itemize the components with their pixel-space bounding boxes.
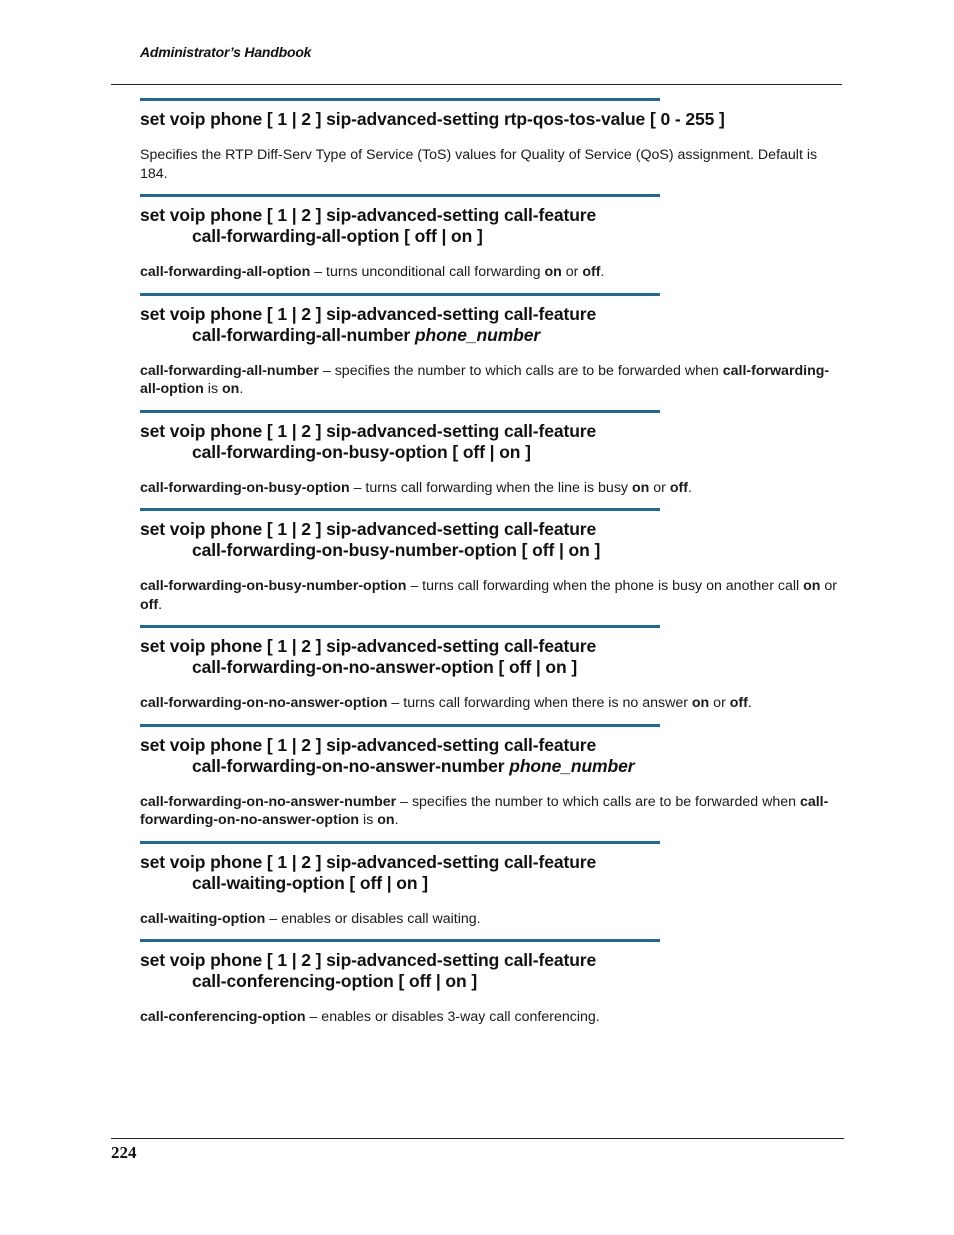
section-rule [140,410,660,413]
command-line: set voip phone [ 1 | 2 ] sip-advanced-setting rtp-qos-tos-value [ 0 - 255 ] [140,109,725,129]
command-section-call-forwarding-on-busy-number-option [140,508,840,614]
command-section-call-waiting-option [140,841,840,929]
value-off: off [582,264,601,280]
value-off: off [140,596,159,613]
footer-rule [111,1138,844,1139]
command-description [140,146,840,183]
page-content [140,98,840,1027]
term: call-forwarding-all-number [140,362,319,379]
command-description [140,577,840,614]
command-heading [140,304,840,346]
command-line: set voip phone [ 1 | 2 ] sip-advanced-setting call-feature [140,950,597,970]
description-end: . [687,479,692,496]
command-continuation: call-waiting-option [ off | on ] [192,872,428,893]
term: call-waiting-option [140,910,266,927]
term: call-forwarding-on-no-answer-option [140,695,388,711]
description-end: . [747,695,752,711]
command-continuation: call-forwarding-on-busy-option [ off | on ] [192,441,531,462]
description-text: – enables or disables call waiting. [265,910,481,927]
command-description [140,362,840,399]
description-text: – specifies the number to which calls are to be forwarded when [396,793,800,810]
command-heading [140,205,840,247]
command-section-call-conferencing-option [140,939,840,1027]
description-end: . [600,264,605,280]
value-on: on [544,264,562,280]
value-off: off [669,479,688,496]
command-heading [140,636,840,678]
command-line: set voip phone [ 1 | 2 ] sip-advanced-setting call-feature [140,636,597,656]
description-or: or [820,578,837,594]
running-header: Administrator’s Handbook [140,44,312,60]
value-off: off [729,695,748,711]
value-on: on [691,695,710,711]
description-is: is [203,381,222,397]
command-description [140,694,840,713]
section-rule [140,98,660,101]
command-section-call-forwarding-on-no-answer-option [140,625,840,713]
command-section-call-forwarding-all-option [140,194,840,282]
value-on: on [803,578,821,594]
command-heading [140,735,840,777]
description-text: – turns call forwarding when the phone is busy on another call [406,578,804,594]
command-argument: phone_number [509,755,635,776]
term: call-forwarding-on-busy-option [140,479,350,496]
section-rule [140,724,660,727]
value-on: on [377,812,395,828]
command-description [140,263,840,282]
command-section-call-forwarding-on-no-answer-number [140,724,840,830]
command-description [140,1008,840,1027]
description-or: or [561,264,583,280]
command-continuation: call-forwarding-on-busy-number-option [ off | on ] [192,540,601,560]
command-description [140,910,840,929]
command-continuation: call-forwarding-on-no-answer-option [ off | on ] [192,657,578,677]
command-line: set voip phone [ 1 | 2 ] sip-advanced-setting call-feature [140,303,597,324]
section-rule [140,625,660,628]
description-text: – turns call forwarding when there is no answer [387,695,692,711]
description-text: – turns call forwarding when the line is busy [349,479,632,496]
term-reference: call-forwarding-all-option [140,362,830,397]
command-description [140,479,840,498]
command-keyword: call-forwarding-on-no-answer-number [192,755,510,776]
description-text: Specifies the RTP Diff-Serv Type of Service (ToS) values for Quality of Service (QoS) assignment. Default is 184. [140,147,818,182]
command-keyword: call-forwarding-all-number [192,324,415,345]
command-heading [140,519,840,561]
section-rule [140,841,660,844]
description-text: – turns unconditional call forwarding [310,264,545,280]
command-description [140,793,840,830]
header-rule [111,84,842,85]
command-section-rtp-qos-tos-value [140,98,840,183]
command-heading [140,950,840,992]
section-rule [140,194,660,197]
term: call-forwarding-all-option [140,264,311,280]
section-rule [140,508,660,511]
section-rule [140,939,660,942]
command-continuation: call-conferencing-option [ off | on ] [192,971,478,991]
description-end: . [394,812,399,828]
command-heading [140,421,840,463]
value-on: on [221,381,240,397]
command-line: set voip phone [ 1 | 2 ] sip-advanced-setting call-feature [140,734,597,755]
term: call-conferencing-option [140,1009,306,1025]
description-text: – specifies the number to which calls are to be forwarded when [318,362,723,379]
term: call-forwarding-on-no-answer-number [140,793,397,810]
description-end: . [239,381,244,397]
command-continuation [140,325,840,346]
page-number: 224 [111,1143,137,1162]
command-heading [140,109,840,130]
command-argument: phone_number [414,324,541,345]
command-line: set voip phone [ 1 | 2 ] sip-advanced-setting call-feature [140,519,597,539]
command-line: set voip phone [ 1 | 2 ] sip-advanced-setting call-feature [140,420,597,441]
command-heading [140,852,840,894]
command-line: set voip phone [ 1 | 2 ] sip-advanced-setting call-feature [140,851,597,872]
description-is: is [359,812,378,828]
description-end: . [158,596,163,613]
description-or: or [709,695,730,711]
command-section-call-forwarding-on-busy-option [140,410,840,498]
command-section-call-forwarding-all-number [140,293,840,399]
value-on: on [631,479,650,496]
description-or: or [649,479,670,496]
command-continuation: call-forwarding-all-option [ off | on ] [192,226,483,246]
section-rule [140,293,660,296]
term: call-forwarding-on-busy-number-option [140,578,407,594]
command-continuation [140,756,840,777]
command-line: set voip phone [ 1 | 2 ] sip-advanced-setting call-feature [140,205,597,225]
term-reference: call-forwarding-on-no-answer-option [140,793,829,828]
description-text: – enables or disables 3-way call conferencing. [305,1009,600,1025]
